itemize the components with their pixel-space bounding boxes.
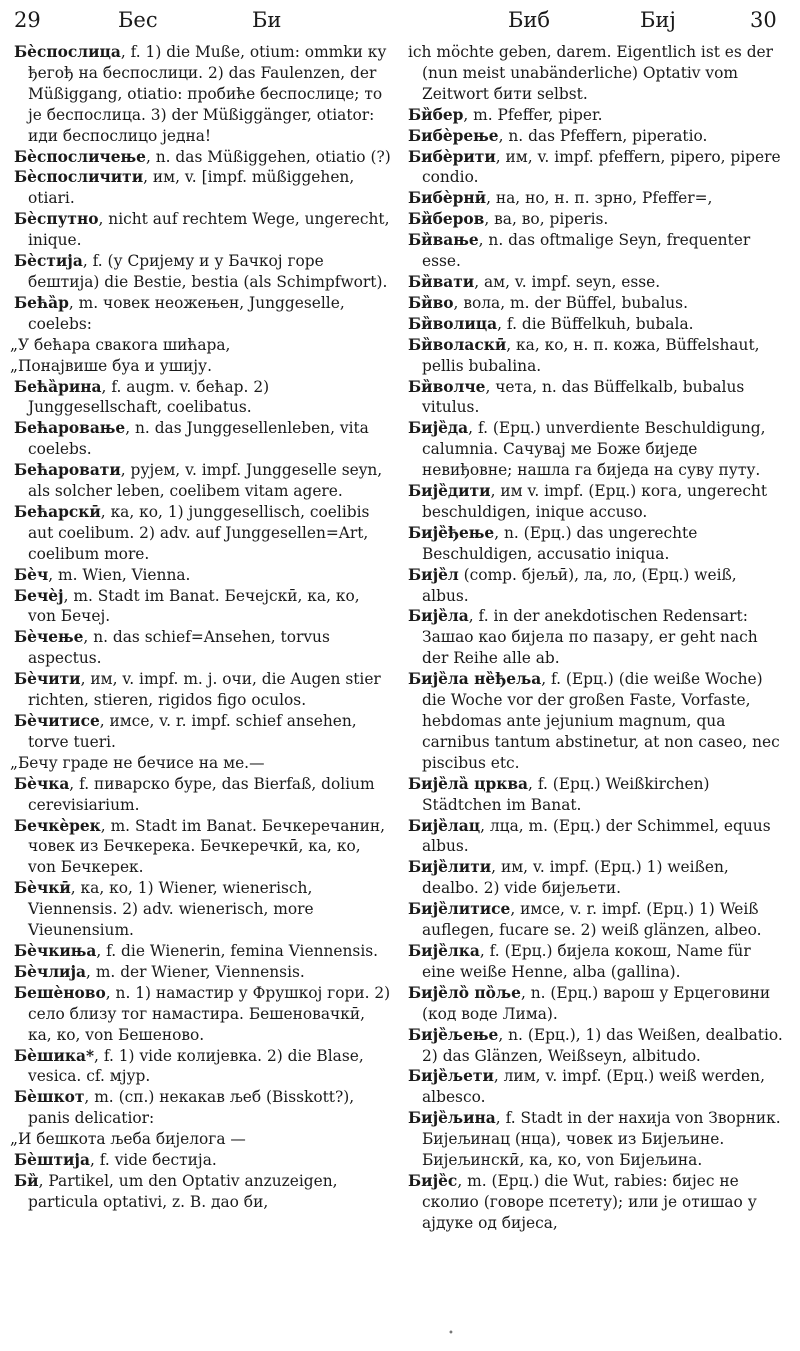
- headword: Бећарскӣ: [14, 502, 101, 521]
- definition: , n. (Ерц.), 1) das Weißen, dealbatio. 2) das Glänzen, Weißseyn, albitudo.: [422, 1025, 783, 1065]
- definition: , m. Pfeffer, piper.: [463, 105, 603, 124]
- dictionary-entry: [14, 816, 392, 879]
- dictionary-entry: [408, 126, 786, 147]
- headword: Бѐспосличење: [14, 147, 146, 166]
- definition: , имсе, v. r. impf. schief ansehen, torve tueri.: [28, 712, 357, 751]
- page-header: [14, 6, 786, 42]
- dictionary-entry: [408, 188, 786, 209]
- headword: Би̏воласкӣ: [408, 335, 507, 354]
- headword: Би̏вање: [408, 231, 479, 250]
- headword: Бибѐрнӣ: [408, 189, 487, 208]
- example-line: [10, 1129, 392, 1150]
- headword: Бећа̏рина: [14, 377, 102, 396]
- dictionary-entry: [14, 209, 392, 251]
- headword: Бѐчкиња: [14, 941, 97, 960]
- dictionary-entry: [14, 962, 392, 983]
- definition: , n. (Ерц.) das ungerechte Beschuldigen, accusatio iniqua.: [422, 523, 698, 563]
- page-number-left: 29: [14, 8, 41, 32]
- definition: , m. (сп.) некакав љеб (Bisskott?), panis delicatior:: [28, 1088, 355, 1128]
- definition: , ка, ко, 1) junggesellisch, coelibis aut coelibum. 2) adv. auf Junggesellen=Art, coelibum more.: [28, 502, 370, 563]
- headword: Бѐштија: [14, 1151, 90, 1170]
- dictionary-entry: [408, 1108, 786, 1171]
- headword: Бѐспутно: [14, 210, 99, 229]
- headword: Бѐчити: [14, 670, 81, 689]
- example-line: [10, 753, 392, 774]
- definition: , ам, v. impf. seyn, esse.: [474, 272, 661, 291]
- definition: , m. Stadt im Banat. Бечкеречанин, човек из Бечкерека. Бечкеречкӣ, ка, ко, von Бечкерек.: [28, 816, 386, 877]
- dictionary-entry: [408, 147, 786, 189]
- definition: , m. (Ерц.) die Wut, rabies: бијес не сколио (говоре псетету); или је отишао у ајдуке од бијеса,: [422, 1171, 757, 1232]
- definition: , f. Stadt in der нахија von Зворник. Бијељинац (нца), човек из Бијељине. Бијељинскӣ, ка, ко, von Бијељина.: [422, 1109, 781, 1170]
- definition: , f. пиварско буре, das Bierfaß, dolium cerevisiarium.: [28, 774, 375, 814]
- guide-word-2: Би: [252, 8, 282, 32]
- definition: , f. 1) die Muße, otium: ommkи ку ђегођ на беспослици. 2) das Faulenzen, der Müßiggang, otiatio: пробиће беспослице; то је беспослица. 3) der Müßiggänger, otiator: иди беспослицо једна!: [28, 43, 387, 145]
- dictionary-entry: [408, 293, 786, 314]
- definition: , f. (Ерц.) Weißkirchen) Städtchen im Banat.: [422, 774, 710, 814]
- definition: , f. (Ерц.) (die weiße Woche) die Woche vor der großen Faste, Vorfaste, hebdomas ante jejunium magnum, qua carnibus tantum abstinetur, at non caseo, nec piscibus etc.: [422, 670, 780, 772]
- definition: „Понајвише буа и ушију.: [10, 356, 212, 375]
- definition: , Partikel, um den Optativ anzuzeigen, particula optativi, z. B. дао би,: [28, 1171, 338, 1211]
- dictionary-entry: [14, 983, 392, 1046]
- dictionary-entry: [14, 42, 392, 147]
- dictionary-entry: [14, 878, 392, 941]
- headword: Бије̏љина: [408, 1109, 496, 1128]
- headword: Бѐстија: [14, 252, 83, 271]
- dictionary-entry: [14, 1150, 392, 1171]
- dictionary-entry: [408, 606, 786, 669]
- dictionary-entry: [408, 42, 786, 105]
- headword: Бије̏ла̏ црква: [408, 774, 529, 793]
- dictionary-entry: [408, 565, 786, 607]
- example-line: [10, 335, 392, 356]
- dictionary-entry: [14, 774, 392, 816]
- definition: , m. Wien, Vienna.: [48, 565, 191, 584]
- dictionary-entry: [14, 586, 392, 628]
- definition: , лим, v. impf. (Ерц.) weiß werden, albesco.: [422, 1067, 765, 1107]
- definition: , имсе, v. r. impf. (Ерц.) 1) Weiß auflegen, fucare se. 2) weiß glänzen, albeo.: [422, 900, 762, 940]
- definition: ich möchte geben, darem. Eigentlich ist es der (nun meist unabänderliche) Optativ vom Zeitwort бити selbst.: [408, 43, 774, 103]
- dictionary-entry: [408, 523, 786, 565]
- dictionary-entry: [408, 377, 786, 419]
- guide-word-1: Бес: [118, 8, 158, 32]
- headword: Бије̏љење: [408, 1025, 499, 1044]
- headword: Бије̏љети: [408, 1067, 494, 1086]
- definition: , f. (Ерц.) unverdiente Beschuldigung, calumnia. Сачувај ме Боже биједе невиђовне; нашла га биједа на суву путу.: [422, 419, 766, 480]
- headword: Бѐчка: [14, 774, 70, 793]
- definition: , n. das oftmalige Seyn, frequenter esse.: [422, 231, 751, 271]
- headword: Бије̏лка: [408, 941, 480, 960]
- headword: Бије̏с: [408, 1171, 458, 1190]
- dictionary-entry: [408, 1171, 786, 1234]
- headword: Бије̏ђење: [408, 523, 495, 542]
- example-line: [10, 356, 392, 377]
- definition: , им, v. [impf. müßiggehen, otiari.: [28, 168, 355, 208]
- dictionary-entry: [14, 167, 392, 209]
- dictionary-entry: [408, 105, 786, 126]
- definition: , на, но, н. п. зрно, Pfeffer=,: [486, 189, 713, 208]
- dictionary-entry: [408, 1066, 786, 1108]
- dictionary-entry: [408, 941, 786, 983]
- dictionary-entry: [408, 857, 786, 899]
- dictionary-entry: [14, 627, 392, 669]
- dictionary-entry: [408, 774, 786, 816]
- dictionary-entry: [408, 418, 786, 481]
- headword: Бије̏да: [408, 419, 469, 438]
- headword: Бѐшкот: [14, 1088, 85, 1107]
- definition: , m. der Wiener, Viennensis.: [86, 962, 305, 981]
- dictionary-entry: [408, 209, 786, 230]
- definition: , m. човек неожењен, Junggeselle, coelebs:: [28, 293, 345, 333]
- definition: , им, v. impf. (Ерц.) 1) weißen, dealbo. 2) vide бијељети.: [422, 858, 729, 898]
- headword: Бѐспослица: [14, 43, 121, 61]
- dictionary-entry: [14, 1171, 392, 1213]
- definition: , f. augm. v. бећар. 2) Junggesellschaft, coelibatus.: [28, 377, 270, 417]
- footer-mark: •: [448, 1328, 454, 1339]
- dictionary-entry: [14, 293, 392, 335]
- definition: , им v. impf. (Ерц.) кога, ungerecht beschuldigen, inique accuso.: [422, 482, 768, 521]
- definition: , ка, ко, 1) Wiener, wienerisch, Viennensis. 2) adv. wienerisch, more Vieunensium.: [28, 879, 314, 940]
- headword: Бије̏ла не̏ђеља: [408, 670, 542, 689]
- dictionary-entry: [408, 669, 786, 774]
- headword: Бије̏литисе: [408, 900, 511, 919]
- headword: Бѐспосличити: [14, 168, 144, 187]
- headword: Бије̏л: [408, 565, 459, 584]
- dictionary-entry: [408, 481, 786, 523]
- dictionary-entry: [14, 669, 392, 711]
- headword: Бѐчкӣ: [14, 879, 71, 898]
- definition: , nicht auf rechtem Wege, ungerecht, inique.: [28, 210, 390, 250]
- definition: , им, v. impf. pfeffern, pipero, pipere condio.: [422, 147, 781, 187]
- headword: Бије̏лити: [408, 858, 492, 877]
- headword: Бѐч: [14, 565, 49, 584]
- headword: Бибѐрити: [408, 147, 496, 166]
- headword: Бећа̏р: [14, 293, 69, 312]
- dictionary-entry: [14, 1046, 392, 1088]
- guide-word-3: Биб: [508, 8, 551, 32]
- dictionary-entry: [14, 502, 392, 565]
- definition: „У бећара свакога шићара,: [10, 335, 231, 354]
- headword: Бије̏ло̏ по̏ље: [408, 983, 521, 1002]
- dictionary-entry: [14, 377, 392, 419]
- definition: , n. (Ерц.) варош у Ерцеговини (код воде Лима).: [422, 983, 771, 1023]
- dictionary-entry: [14, 251, 392, 293]
- definition: , вола, m. der Büffel, bubalus.: [453, 293, 688, 312]
- definition: , рујем, v. impf. Junggeselle seyn, als solcher leben, coelibem vitam agere.: [28, 461, 383, 501]
- definition: , ка, ко, н. п. кожа, Büffelshaut, pellis bubalina.: [422, 335, 760, 375]
- definition: , n. das schief=Ansehen, torvus aspectus.: [28, 628, 330, 668]
- definition: , f. vide бестија.: [89, 1151, 217, 1170]
- headword: Бечкѐрек: [14, 816, 101, 835]
- definition: , f. die Wienerin, femina Viennensis.: [96, 941, 379, 960]
- dictionary-entry: [408, 1025, 786, 1067]
- dictionary-entry: [408, 335, 786, 377]
- page-number-right: 30: [750, 8, 777, 32]
- dictionary-entry: [14, 147, 392, 168]
- guide-word-4: Биј: [640, 8, 676, 32]
- dictionary-entry: [408, 230, 786, 272]
- dictionary-entry: [408, 899, 786, 941]
- headword: Бечѐј: [14, 586, 64, 605]
- headword: Би̏волица: [408, 314, 498, 333]
- definition: , m. Stadt im Banat. Бечејскӣ, ка, ко, von Бечеј.: [28, 586, 360, 626]
- definition: „Бечу граде не бечисе на ме.—: [10, 753, 265, 772]
- headword: Бије̏ла: [408, 607, 469, 626]
- headword: Бѐшика*: [14, 1046, 95, 1065]
- left-column: [10, 42, 392, 1234]
- headword: Би̏во: [408, 293, 454, 312]
- definition: , лца, m. (Ерц.) der Schimmel, equus albus.: [422, 816, 771, 856]
- headword: Бѐчење: [14, 628, 84, 647]
- definition: , f. 1) vide колијевка. 2) die Blase, vesica. cf. мјур.: [28, 1046, 364, 1086]
- headword: Би̏бер: [408, 105, 464, 124]
- definition: , n. das Junggesellenleben, vita coelebs.: [28, 419, 369, 459]
- definition: „И бешкота љеба бијелога —: [10, 1130, 246, 1149]
- dictionary-entry: [14, 460, 392, 502]
- dictionary-entry: [14, 418, 392, 460]
- headword: Би̏: [14, 1171, 39, 1190]
- dictionary-entry: [408, 816, 786, 858]
- entry-columns: [10, 42, 786, 1234]
- definition: , f. in der anekdotischen Redensart: Зашао као бијела по пазару, er geht nach der Reihe alle ab.: [422, 607, 758, 668]
- headword: Бибѐрење: [408, 126, 499, 145]
- headword: Би̏вати: [408, 272, 475, 291]
- headword: Бије̏лац: [408, 816, 481, 835]
- dictionary-entry: [14, 1087, 392, 1129]
- headword: Бећаровати: [14, 461, 121, 480]
- dictionary-entry: [14, 565, 392, 586]
- headword: Бѐчитисе: [14, 712, 100, 730]
- dictionary-entry: [408, 983, 786, 1025]
- definition: (comp. бјељӣ), ла, ло, (Ерц.) weiß, albus.: [422, 565, 737, 605]
- definition: , n. das Pfeffern, piperatio.: [498, 126, 708, 145]
- definition: , n. das Müßiggehen, otiatio (?): [145, 147, 391, 166]
- dictionary-entry: [408, 272, 786, 293]
- headword: Бије̏дити: [408, 482, 491, 501]
- definition: , ва, во, piperis.: [484, 210, 609, 229]
- dictionary-entry: [14, 711, 392, 753]
- definition: , f. (Ерц.) бијела кокош, Name für eine weiße Henne, alba (gallina).: [422, 941, 751, 981]
- headword: Бешѐново: [14, 983, 106, 1002]
- definition: , f. (у Сријему и у Бачкој горе бештија) die Bestie, bestia (als Schimpfwort).: [28, 252, 388, 291]
- definition: , f. die Büffelkuh, bubala.: [497, 314, 694, 333]
- definition: , n. 1) намастир у Фрушкој гори. 2) село близу тог намастира. Бешеновачкӣ, ка, ко, von Бешеново.: [28, 983, 391, 1044]
- right-column: [408, 42, 786, 1234]
- definition: , им, v. impf. m. j. очи, die Augen stier richten, stieren, rigidos figo oculos.: [28, 670, 381, 710]
- dictionary-entry: [14, 941, 392, 962]
- headword: Бећаровање: [14, 419, 126, 438]
- headword: Би̏волче: [408, 377, 486, 396]
- headword: Би̏беров: [408, 210, 485, 229]
- definition: , чета, n. das Büffelkalb, bubalus vitulus.: [422, 377, 745, 417]
- headword: Бѐчлија: [14, 962, 87, 981]
- dictionary-entry: [408, 314, 786, 335]
